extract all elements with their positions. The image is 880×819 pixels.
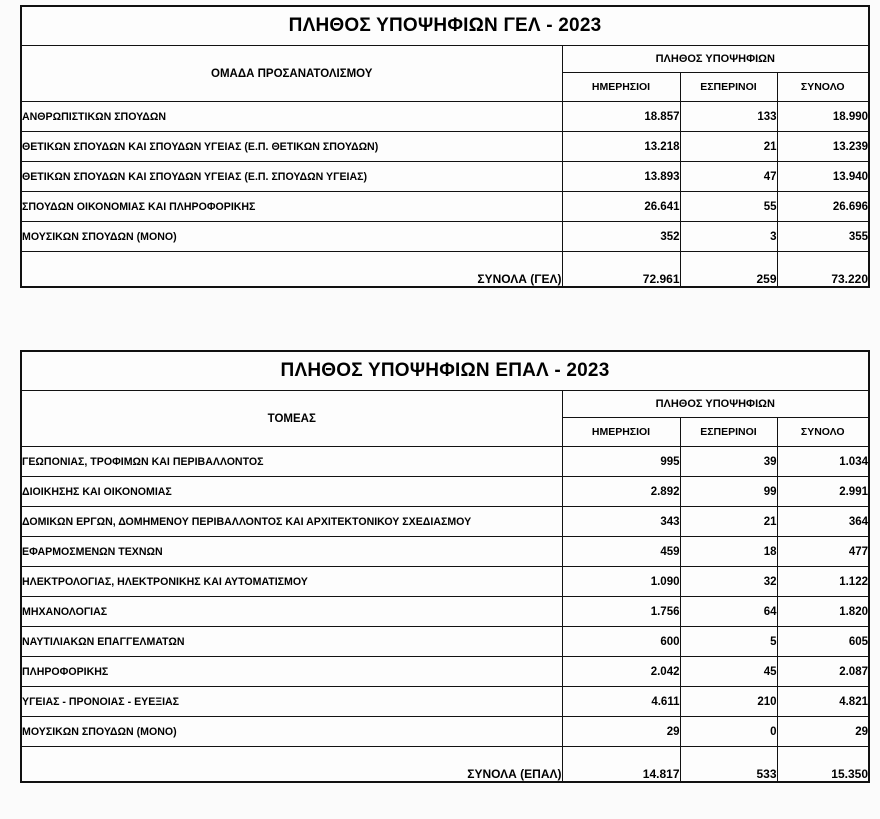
- row-day: 13.893: [562, 162, 680, 192]
- row-evening: 0: [680, 717, 777, 747]
- row-label: ΘΕΤΙΚΩΝ ΣΠΟΥΔΩΝ ΚΑΙ ΣΠΟΥΔΩΝ ΥΓΕΙΑΣ (Ε.Π. ΣΠΟΥΔΩΝ ΥΓΕΙΑΣ): [21, 162, 562, 192]
- row-day: 995: [562, 447, 680, 477]
- table-row: [21, 102, 869, 132]
- table-row: [21, 162, 869, 192]
- column-header-evening: ΕΣΠΕΡΙΝΟΙ: [680, 418, 777, 447]
- row-evening: 210: [680, 687, 777, 717]
- table-epal: [20, 350, 870, 783]
- table-row: [21, 192, 869, 222]
- table-epal-container: [20, 350, 868, 783]
- table-row: [21, 477, 869, 507]
- row-day: 26.641: [562, 192, 680, 222]
- row-day: 1.756: [562, 597, 680, 627]
- table-gel-label-header: ΟΜΑΔΑ ΠΡΟΣΑΝΑΤΟΛΙΣΜΟΥ: [21, 46, 562, 102]
- row-total: 13.940: [777, 162, 869, 192]
- row-label: ΔΟΜΙΚΩΝ ΕΡΓΩΝ, ΔΟΜΗΜΕΝΟΥ ΠΕΡΙΒΑΛΛΟΝΤΟΣ ΚΑΙ ΑΡΧΙΤΕΚΤΟΝΙΚΟΥ ΣΧΕΔΙΑΣΜΟΥ: [21, 507, 562, 537]
- row-total: 1.122: [777, 567, 869, 597]
- row-day: 343: [562, 507, 680, 537]
- row-evening: 99: [680, 477, 777, 507]
- table-row: [21, 507, 869, 537]
- row-day: 18.857: [562, 102, 680, 132]
- row-total: 477: [777, 537, 869, 567]
- table-gel-group-header: ΠΛΗΘΟΣ ΥΠΟΨΗΦΙΩΝ: [562, 46, 869, 73]
- row-evening: 5: [680, 627, 777, 657]
- row-label: ΠΛΗΡΟΦΟΡΙΚΗΣ: [21, 657, 562, 687]
- row-evening: 21: [680, 507, 777, 537]
- total-day: 72.961: [562, 252, 680, 288]
- row-day: 2.892: [562, 477, 680, 507]
- row-label: ΜΗΧΑΝΟΛΟΓΙΑΣ: [21, 597, 562, 627]
- row-evening: 18: [680, 537, 777, 567]
- total-evening: 533: [680, 747, 777, 783]
- row-total: 2.991: [777, 477, 869, 507]
- row-total: 18.990: [777, 102, 869, 132]
- row-label: ΓΕΩΠΟΝΙΑΣ, ΤΡΟΦΙΜΩΝ ΚΑΙ ΠΕΡΙΒΑΛΛΟΝΤΟΣ: [21, 447, 562, 477]
- column-header-day: ΗΜΕΡΗΣΙΟΙ: [562, 73, 680, 102]
- row-evening: 32: [680, 567, 777, 597]
- table-row: [21, 447, 869, 477]
- table-row: [21, 132, 869, 162]
- row-label: ΗΛΕΚΤΡΟΛΟΓΙΑΣ, ΗΛΕΚΤΡΟΝΙΚΗΣ ΚΑΙ ΑΥΤΟΜΑΤΙΣΜΟΥ: [21, 567, 562, 597]
- row-evening: 47: [680, 162, 777, 192]
- row-total: 605: [777, 627, 869, 657]
- row-evening: 45: [680, 657, 777, 687]
- row-total: 4.821: [777, 687, 869, 717]
- column-header-total: ΣΥΝΟΛΟ: [777, 418, 869, 447]
- row-total: 355: [777, 222, 869, 252]
- row-evening: 21: [680, 132, 777, 162]
- row-total: 2.087: [777, 657, 869, 687]
- table-epal-title: ΠΛΗΘΟΣ ΥΠΟΨΗΦΙΩΝ ΕΠΑΛ - 2023: [21, 351, 869, 391]
- table-header-row-group: [21, 46, 869, 73]
- row-evening: 55: [680, 192, 777, 222]
- table-row: [21, 567, 869, 597]
- total-label: ΣΥΝΟΛΑ (ΓΕΛ): [21, 252, 562, 288]
- row-total: 29: [777, 717, 869, 747]
- table-header-row-group: [21, 391, 869, 418]
- row-label: ΕΦΑΡΜΟΣΜΕΝΩΝ ΤΕΧΝΩΝ: [21, 537, 562, 567]
- row-label: ΔΙΟΙΚΗΣΗΣ ΚΑΙ ΟΙΚΟΝΟΜΙΑΣ: [21, 477, 562, 507]
- table-total-row: [21, 747, 869, 783]
- total-evening: 259: [680, 252, 777, 288]
- table-total-row: [21, 252, 869, 288]
- row-total: 1.820: [777, 597, 869, 627]
- table-epal-group-header: ΠΛΗΘΟΣ ΥΠΟΨΗΦΙΩΝ: [562, 391, 869, 418]
- row-day: 459: [562, 537, 680, 567]
- row-label: ΝΑΥΤΙΛΙΑΚΩΝ ΕΠΑΓΓΕΛΜΑΤΩΝ: [21, 627, 562, 657]
- row-label: ΜΟΥΣΙΚΩΝ ΣΠΟΥΔΩΝ (ΜΟΝΟ): [21, 717, 562, 747]
- row-day: 352: [562, 222, 680, 252]
- total-total: 15.350: [777, 747, 869, 783]
- table-gel-title: ΠΛΗΘΟΣ ΥΠΟΨΗΦΙΩΝ ΓΕΛ - 2023: [21, 6, 869, 46]
- table-row: [21, 597, 869, 627]
- row-evening: 39: [680, 447, 777, 477]
- table-epal-label-header: ΤΟΜΕΑΣ: [21, 391, 562, 447]
- table-gel-container: [20, 5, 868, 288]
- row-total: 26.696: [777, 192, 869, 222]
- row-label: ΜΟΥΣΙΚΩΝ ΣΠΟΥΔΩΝ (ΜΟΝΟ): [21, 222, 562, 252]
- total-day: 14.817: [562, 747, 680, 783]
- table-row: [21, 222, 869, 252]
- table-row: [21, 687, 869, 717]
- table-title-row: [21, 6, 869, 46]
- total-total: 73.220: [777, 252, 869, 288]
- row-day: 1.090: [562, 567, 680, 597]
- row-label: ΑΝΘΡΩΠΙΣΤΙΚΩΝ ΣΠΟΥΔΩΝ: [21, 102, 562, 132]
- column-header-total: ΣΥΝΟΛΟ: [777, 73, 869, 102]
- row-label: ΣΠΟΥΔΩΝ ΟΙΚΟΝΟΜΙΑΣ ΚΑΙ ΠΛΗΡΟΦΟΡΙΚΗΣ: [21, 192, 562, 222]
- row-evening: 3: [680, 222, 777, 252]
- total-label: ΣΥΝΟΛΑ (ΕΠΑΛ): [21, 747, 562, 783]
- row-day: 13.218: [562, 132, 680, 162]
- row-label: ΘΕΤΙΚΩΝ ΣΠΟΥΔΩΝ ΚΑΙ ΣΠΟΥΔΩΝ ΥΓΕΙΑΣ (Ε.Π. ΘΕΤΙΚΩΝ ΣΠΟΥΔΩΝ): [21, 132, 562, 162]
- row-day: 600: [562, 627, 680, 657]
- column-header-evening: ΕΣΠΕΡΙΝΟΙ: [680, 73, 777, 102]
- row-total: 13.239: [777, 132, 869, 162]
- row-total: 1.034: [777, 447, 869, 477]
- table-row: [21, 627, 869, 657]
- table-row: [21, 717, 869, 747]
- row-day: 29: [562, 717, 680, 747]
- table-gel: [20, 5, 870, 288]
- table-title-row: [21, 351, 869, 391]
- row-label: ΥΓΕΙΑΣ - ΠΡΟΝΟΙΑΣ - ΕΥΕΞΙΑΣ: [21, 687, 562, 717]
- row-evening: 133: [680, 102, 777, 132]
- row-day: 4.611: [562, 687, 680, 717]
- row-total: 364: [777, 507, 869, 537]
- table-row: [21, 657, 869, 687]
- table-row: [21, 537, 869, 567]
- row-evening: 64: [680, 597, 777, 627]
- column-header-day: ΗΜΕΡΗΣΙΟΙ: [562, 418, 680, 447]
- row-day: 2.042: [562, 657, 680, 687]
